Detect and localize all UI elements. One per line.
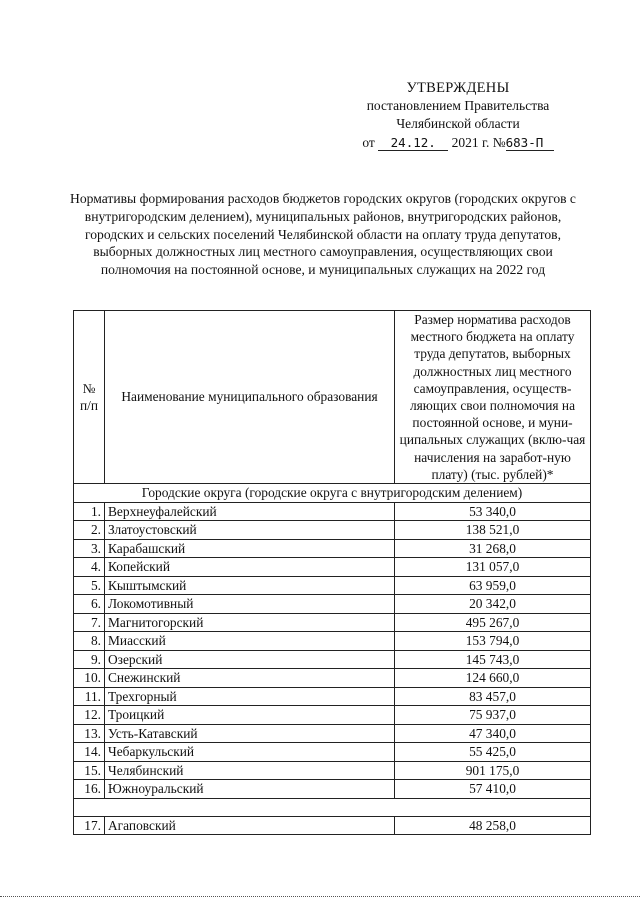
- approval-line-2: Челябинской области: [396, 116, 520, 131]
- row-num: 1.: [74, 502, 105, 521]
- row-name: Локомотивный: [105, 595, 395, 614]
- row-value: 131 057,0: [395, 558, 591, 577]
- table-row: [74, 687, 591, 706]
- row-name: Снежинский: [105, 669, 395, 688]
- approval-date-line: [300, 134, 616, 152]
- row-num: 3.: [74, 539, 105, 558]
- row-num: 12.: [74, 706, 105, 725]
- row-name: Копейский: [105, 558, 395, 577]
- approval-number: 683-П: [506, 136, 554, 151]
- row-value: 53 340,0: [395, 502, 591, 521]
- row-num: 11.: [74, 687, 105, 706]
- row-num: 5.: [74, 576, 105, 595]
- norms-table: [73, 310, 591, 835]
- row-value: 153 794,0: [395, 632, 591, 651]
- section-row: [74, 484, 591, 503]
- table-row: [74, 539, 591, 558]
- row-name: Карабашский: [105, 539, 395, 558]
- table-row: [74, 743, 591, 762]
- row-num: 14.: [74, 743, 105, 762]
- blank-cell: [74, 798, 591, 816]
- table-row: [74, 613, 591, 632]
- row-value: 55 425,0: [395, 743, 591, 762]
- approval-date: 24.12.: [378, 136, 448, 151]
- row-num: 13.: [74, 724, 105, 743]
- table-row: [74, 669, 591, 688]
- table-row: [74, 632, 591, 651]
- table-header-row: [74, 311, 591, 484]
- row-value: 47 340,0: [395, 724, 591, 743]
- table-body-2: [74, 816, 591, 835]
- table-row: [74, 706, 591, 725]
- row-name: Агаповский: [105, 816, 395, 835]
- row-value: 138 521,0: [395, 521, 591, 540]
- row-name: Миасский: [105, 632, 395, 651]
- row-value: 83 457,0: [395, 687, 591, 706]
- row-value: 57 410,0: [395, 780, 591, 799]
- table-row: [74, 780, 591, 799]
- table-blank-row: [74, 798, 591, 816]
- table-row: [74, 595, 591, 614]
- row-value: 63 959,0: [395, 576, 591, 595]
- row-num: 7.: [74, 613, 105, 632]
- approval-block: [300, 80, 616, 152]
- row-name: Троицкий: [105, 706, 395, 725]
- row-num: 10.: [74, 669, 105, 688]
- table-row: [74, 761, 591, 780]
- table-body: [74, 502, 591, 798]
- row-value: 495 267,0: [395, 613, 591, 632]
- row-num: 8.: [74, 632, 105, 651]
- row-num: 15.: [74, 761, 105, 780]
- row-value: 75 937,0: [395, 706, 591, 725]
- row-num: 16.: [74, 780, 105, 799]
- approval-year: 2021 г. №: [451, 135, 506, 150]
- header-name: Наименование муниципального образования: [105, 311, 395, 484]
- row-value: 901 175,0: [395, 761, 591, 780]
- section-title: Городские округа (городские округа с внутригородским делением): [74, 484, 591, 503]
- row-name: Южноуральский: [105, 780, 395, 799]
- table-row: [74, 502, 591, 521]
- row-num: 6.: [74, 595, 105, 614]
- row-name: Верхнеуфалейский: [105, 502, 395, 521]
- header-value: Размер норматива расходов местного бюджета на оплату труда депутатов, выборных должностных лиц местного самоуправления, осуществ-ляющих свои полномочия на постоянной основе, и муни-ципальных служащих (вклю-чая начисления на заработ-ную плату) (тыс. рублей)*: [395, 311, 591, 484]
- page-bottom-rule: [0, 896, 640, 897]
- row-name: Усть-Катавский: [105, 724, 395, 743]
- approval-line-1: постановлением Правительства: [366, 98, 550, 113]
- row-name: Златоустовский: [105, 521, 395, 540]
- row-num: 2.: [74, 521, 105, 540]
- row-num: 17.: [74, 816, 105, 835]
- table-row: [74, 724, 591, 743]
- row-name: Кыштымский: [105, 576, 395, 595]
- row-value: 145 743,0: [395, 650, 591, 669]
- header-num: № п/п: [74, 311, 105, 484]
- row-num: 9.: [74, 650, 105, 669]
- row-value: 20 342,0: [395, 595, 591, 614]
- row-value: 48 258,0: [395, 816, 591, 835]
- approval-prefix: от: [362, 135, 375, 150]
- table-row: [74, 650, 591, 669]
- row-name: Трехгорный: [105, 687, 395, 706]
- row-name: Чебаркульский: [105, 743, 395, 762]
- table-row: [74, 816, 591, 835]
- table-row: [74, 576, 591, 595]
- approval-heading: УТВЕРЖДЕНЫ: [406, 80, 510, 96]
- table-row: [74, 558, 591, 577]
- document-title: Нормативы формирования расходов бюджетов городских округов (городских округов с внутригородским делением), муниципальных районов, внутригородских районов, городских и сельских поселений Челябинской области на оплату труда депутатов, выборных должностных лиц местного самоуправления, осуществляющих свои полномочия на постоянной основе, и муниципальных служащих на 2022 год: [70, 191, 576, 278]
- row-num: 4.: [74, 558, 105, 577]
- row-value: 124 660,0: [395, 669, 591, 688]
- table-row: [74, 521, 591, 540]
- row-name: Магнитогорский: [105, 613, 395, 632]
- row-name: Челябинский: [105, 761, 395, 780]
- row-value: 31 268,0: [395, 539, 591, 558]
- row-name: Озерский: [105, 650, 395, 669]
